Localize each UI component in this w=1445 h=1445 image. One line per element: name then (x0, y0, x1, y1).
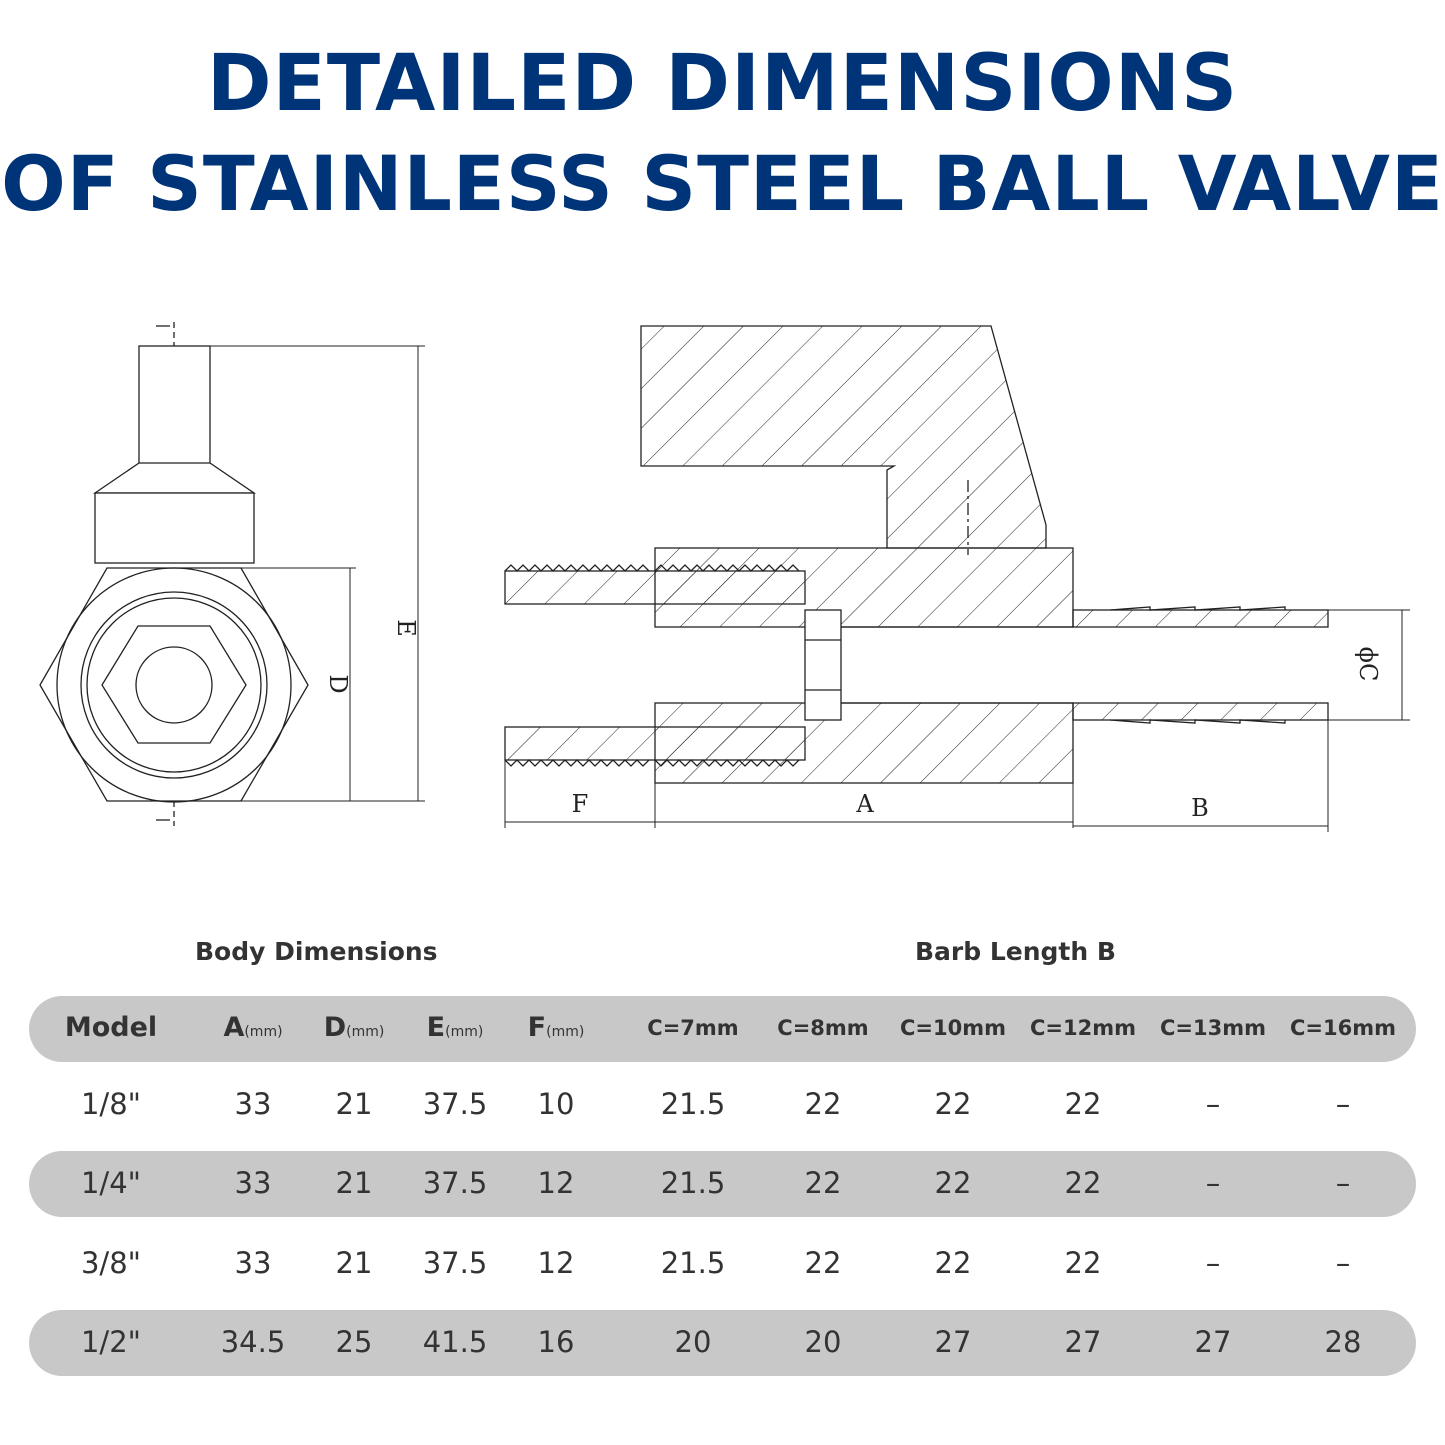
cell-f: 10 (537, 1087, 575, 1121)
section-view (505, 326, 1410, 832)
page-title-line2: OF STAINLESS STEEL BALL VALVE (1, 139, 1444, 228)
header-c16: C=16mm (1290, 1016, 1396, 1040)
barb-length-heading: Barb Length B (915, 937, 1116, 966)
header-c7: C=7mm (647, 1016, 739, 1040)
cell-c12: 22 (1064, 1087, 1102, 1121)
header-d: D(mm) (323, 1012, 385, 1043)
cell-c10: 22 (934, 1166, 972, 1200)
cell-c8: 22 (804, 1087, 842, 1121)
dim-label-c: ϕC (1354, 646, 1382, 682)
body-dimensions-heading: Body Dimensions (195, 937, 438, 966)
valve-technical-drawing (0, 300, 1445, 860)
cell-d: 21 (335, 1087, 373, 1121)
header-c10: C=10mm (900, 1016, 1006, 1040)
dim-label-e: E (392, 619, 420, 637)
cell-c10: 27 (934, 1325, 972, 1359)
cell-c7: 21.5 (660, 1087, 726, 1121)
cell-d: 21 (335, 1166, 373, 1200)
cell-a: 33 (234, 1087, 272, 1121)
cell-c13: – (1205, 1087, 1221, 1121)
cell-f: 12 (537, 1166, 575, 1200)
cell-d: 25 (335, 1325, 373, 1359)
cell-a: 33 (234, 1166, 272, 1200)
front-view (40, 322, 425, 826)
cell-model: 1/2" (80, 1325, 141, 1359)
cell-c16: – (1335, 1166, 1351, 1200)
cell-c16: – (1335, 1246, 1351, 1280)
dim-label-d: D (324, 674, 352, 694)
header-a: A(mm) (223, 1012, 283, 1043)
cell-model: 1/4" (80, 1166, 141, 1200)
cell-c7: 21.5 (660, 1166, 726, 1200)
cell-e: 41.5 (422, 1325, 488, 1359)
cell-c10: 22 (934, 1246, 972, 1280)
cell-c13: 27 (1194, 1325, 1232, 1359)
cell-c12: 22 (1064, 1246, 1102, 1280)
cell-c16: – (1335, 1087, 1351, 1121)
dim-label-a: A (856, 790, 874, 818)
cell-c13: – (1205, 1246, 1221, 1280)
cell-model: 1/8" (80, 1087, 141, 1121)
header-e: E(mm) (426, 1012, 484, 1043)
cell-c8: 20 (804, 1325, 842, 1359)
cell-f: 12 (537, 1246, 575, 1280)
header-model: Model (64, 1012, 158, 1043)
cell-e: 37.5 (422, 1087, 488, 1121)
header-c12: C=12mm (1030, 1016, 1136, 1040)
cell-a: 34.5 (220, 1325, 286, 1359)
cell-c8: 22 (804, 1166, 842, 1200)
cell-model: 3/8" (80, 1246, 141, 1280)
cell-c7: 20 (674, 1325, 712, 1359)
cell-f: 16 (537, 1325, 575, 1359)
header-f: F(mm) (527, 1012, 585, 1043)
dim-label-b: B (1191, 794, 1209, 822)
cell-c12: 22 (1064, 1166, 1102, 1200)
header-c13: C=13mm (1160, 1016, 1266, 1040)
cell-d: 21 (335, 1246, 373, 1280)
cell-c16: 28 (1324, 1325, 1362, 1359)
cell-c8: 22 (804, 1246, 842, 1280)
dim-label-f: F (571, 790, 589, 818)
cell-c13: – (1205, 1166, 1221, 1200)
cell-c10: 22 (934, 1087, 972, 1121)
header-c8: C=8mm (777, 1016, 869, 1040)
cell-e: 37.5 (422, 1246, 488, 1280)
cell-a: 33 (234, 1246, 272, 1280)
cell-c7: 21.5 (660, 1246, 726, 1280)
cell-e: 37.5 (422, 1166, 488, 1200)
page-title-line1: DETAILED DIMENSIONS (206, 39, 1239, 129)
cell-c12: 27 (1064, 1325, 1102, 1359)
